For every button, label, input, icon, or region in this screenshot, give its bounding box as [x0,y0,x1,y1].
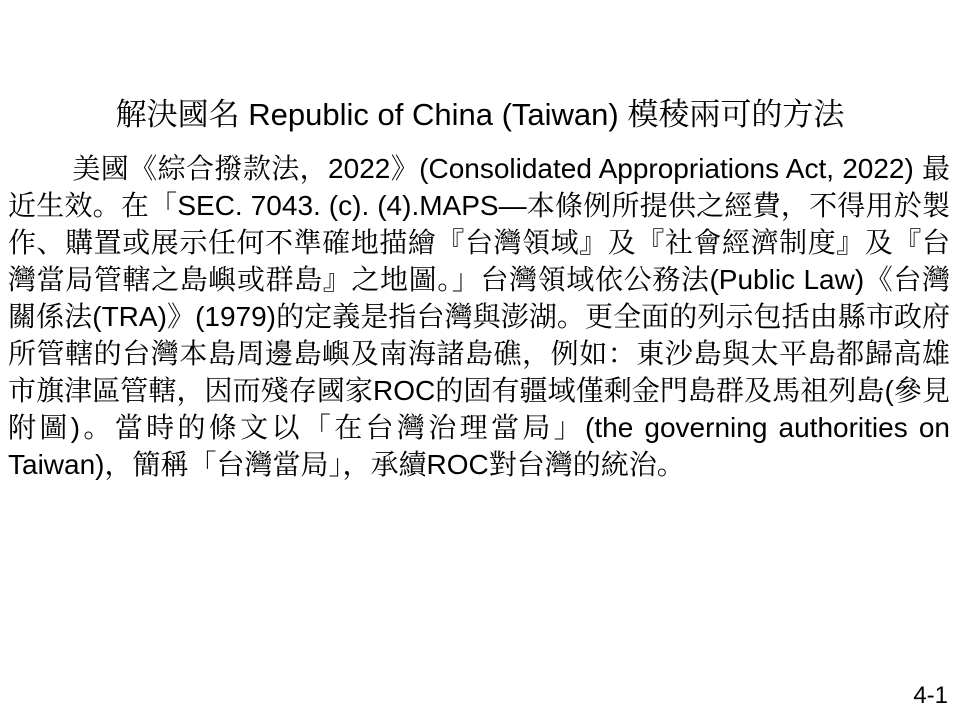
page-number: 4-1 [913,682,948,709]
slide-title: 解決國名 Republic of China (Taiwan) 模稜兩可的方法 [115,97,845,132]
slide-body-paragraph: 美國《綜合撥款法，2022》(Consolidated Appropriations Act, 2022) 最近生效。在「SEC. 7043. (c). (4).MAPS—本條例所提供之經費，不得用於製作、購置或展示任何不準確地描繪『台灣領域』及『社會經濟制度』及『台灣當局管轄之島嶼或群島』之地圖。」台灣領域依公務法(Public Law)《台灣關係法(TRA)》(1979)的定義是指台灣與澎湖。更全面的列示包括由縣市政府所管轄的台灣本島周邊島嶼及南海諸島礁，例如：東沙島與太平島都歸高雄市旗津區管轄，因而殘存國家ROC的固有疆域僅剩金門島群及馬祖列島(參見附圖)。當時的條文以「在台灣治理當局」(the governing authorities on Taiwan)，簡稱「台灣當局」，承續ROC對台灣的統治。 [8,153,950,480]
